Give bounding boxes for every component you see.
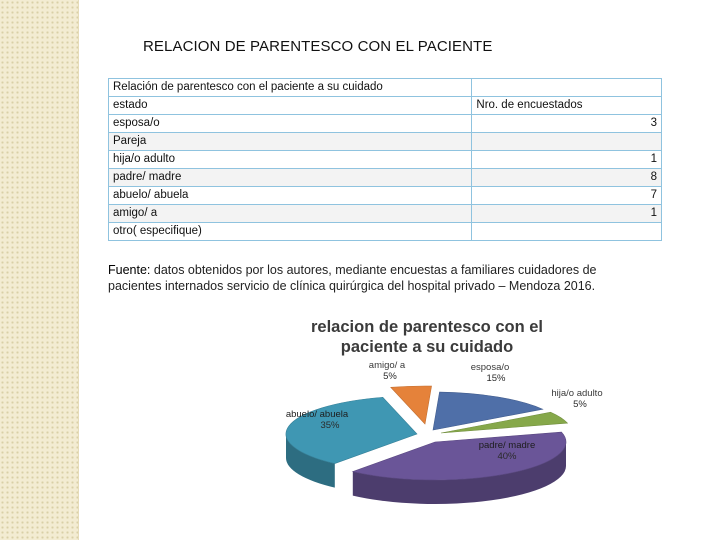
- source-text: datos obtenidos por los autores, mediante encuestas a familiares cuidadores de pacientes internados servicio de clínica quirúrgica del hospital privado – Mendoza 2016.: [108, 263, 597, 293]
- table-cell-label: Pareja: [109, 133, 472, 151]
- pie-percent-label-esposa-o: 15%: [486, 373, 506, 384]
- table-cell-value: 3: [472, 115, 662, 133]
- table-row: [109, 187, 662, 205]
- chart-title: [262, 317, 592, 357]
- table-row: [109, 223, 662, 241]
- pie-label-hija-o-adulto: hija/o adulto: [551, 388, 603, 399]
- pie-percent-label-padre-madre: 40%: [497, 451, 517, 462]
- table-row: [109, 151, 662, 169]
- source-label: Fuente:: [108, 263, 151, 277]
- pie-label-amigo-a: amigo/ a: [368, 360, 406, 371]
- table-cell-label: abuelo/ abuela: [109, 187, 472, 205]
- decorative-side-strip: [0, 0, 79, 540]
- pie-percent-label-hija-o-adulto: 5%: [573, 399, 587, 410]
- table-cell-label: esposa/o: [109, 115, 472, 133]
- table-header-row: [109, 79, 662, 97]
- table-row: [109, 169, 662, 187]
- pie-percent-label-amigo-a: 5%: [383, 371, 397, 382]
- table-header-relationship: Relación de parentesco con el paciente a su cuidado: [109, 79, 472, 97]
- table-cell-value: 1: [472, 205, 662, 223]
- table-header-count: Nro. de encuestados: [472, 97, 662, 115]
- table-row: [109, 115, 662, 133]
- pie-percent-label-abuelo-abuela: 35%: [320, 420, 340, 431]
- table-cell-label: amigo/ a: [109, 205, 472, 223]
- table-cell-label: hija/o adulto: [109, 151, 472, 169]
- slide-title: RELACION DE PARENTESCO CON EL PACIENTE: [143, 38, 493, 55]
- table-cell-value: [472, 223, 662, 241]
- table-cell-value: 1: [472, 151, 662, 169]
- pie-label-abuelo-abuela: abuelo/ abuela: [285, 409, 349, 420]
- pie-slice-abuelo-abuela: [286, 397, 417, 463]
- relationship-table: [108, 78, 662, 241]
- table-cell-label: padre/ madre: [109, 169, 472, 187]
- chart-title-line-2: paciente a su cuidado: [340, 338, 514, 356]
- pie-chart: [262, 312, 603, 532]
- pie-label-padre-madre: padre/ madre: [478, 440, 536, 451]
- source-note: [108, 262, 648, 294]
- table-cell-value: 8: [472, 169, 662, 187]
- table-row: [109, 133, 662, 151]
- table-cell-value: 7: [472, 187, 662, 205]
- table-header-count-top: [472, 79, 662, 97]
- table-cell-value: [472, 133, 662, 151]
- pie-label-esposa-o: esposa/o: [470, 362, 510, 373]
- table-cell-label: estado: [109, 97, 472, 115]
- table-row: [109, 97, 662, 115]
- chart-title-line-1: relacion de parentesco con el: [311, 318, 543, 336]
- table-row: [109, 205, 662, 223]
- table-cell-label: otro( especifique): [109, 223, 472, 241]
